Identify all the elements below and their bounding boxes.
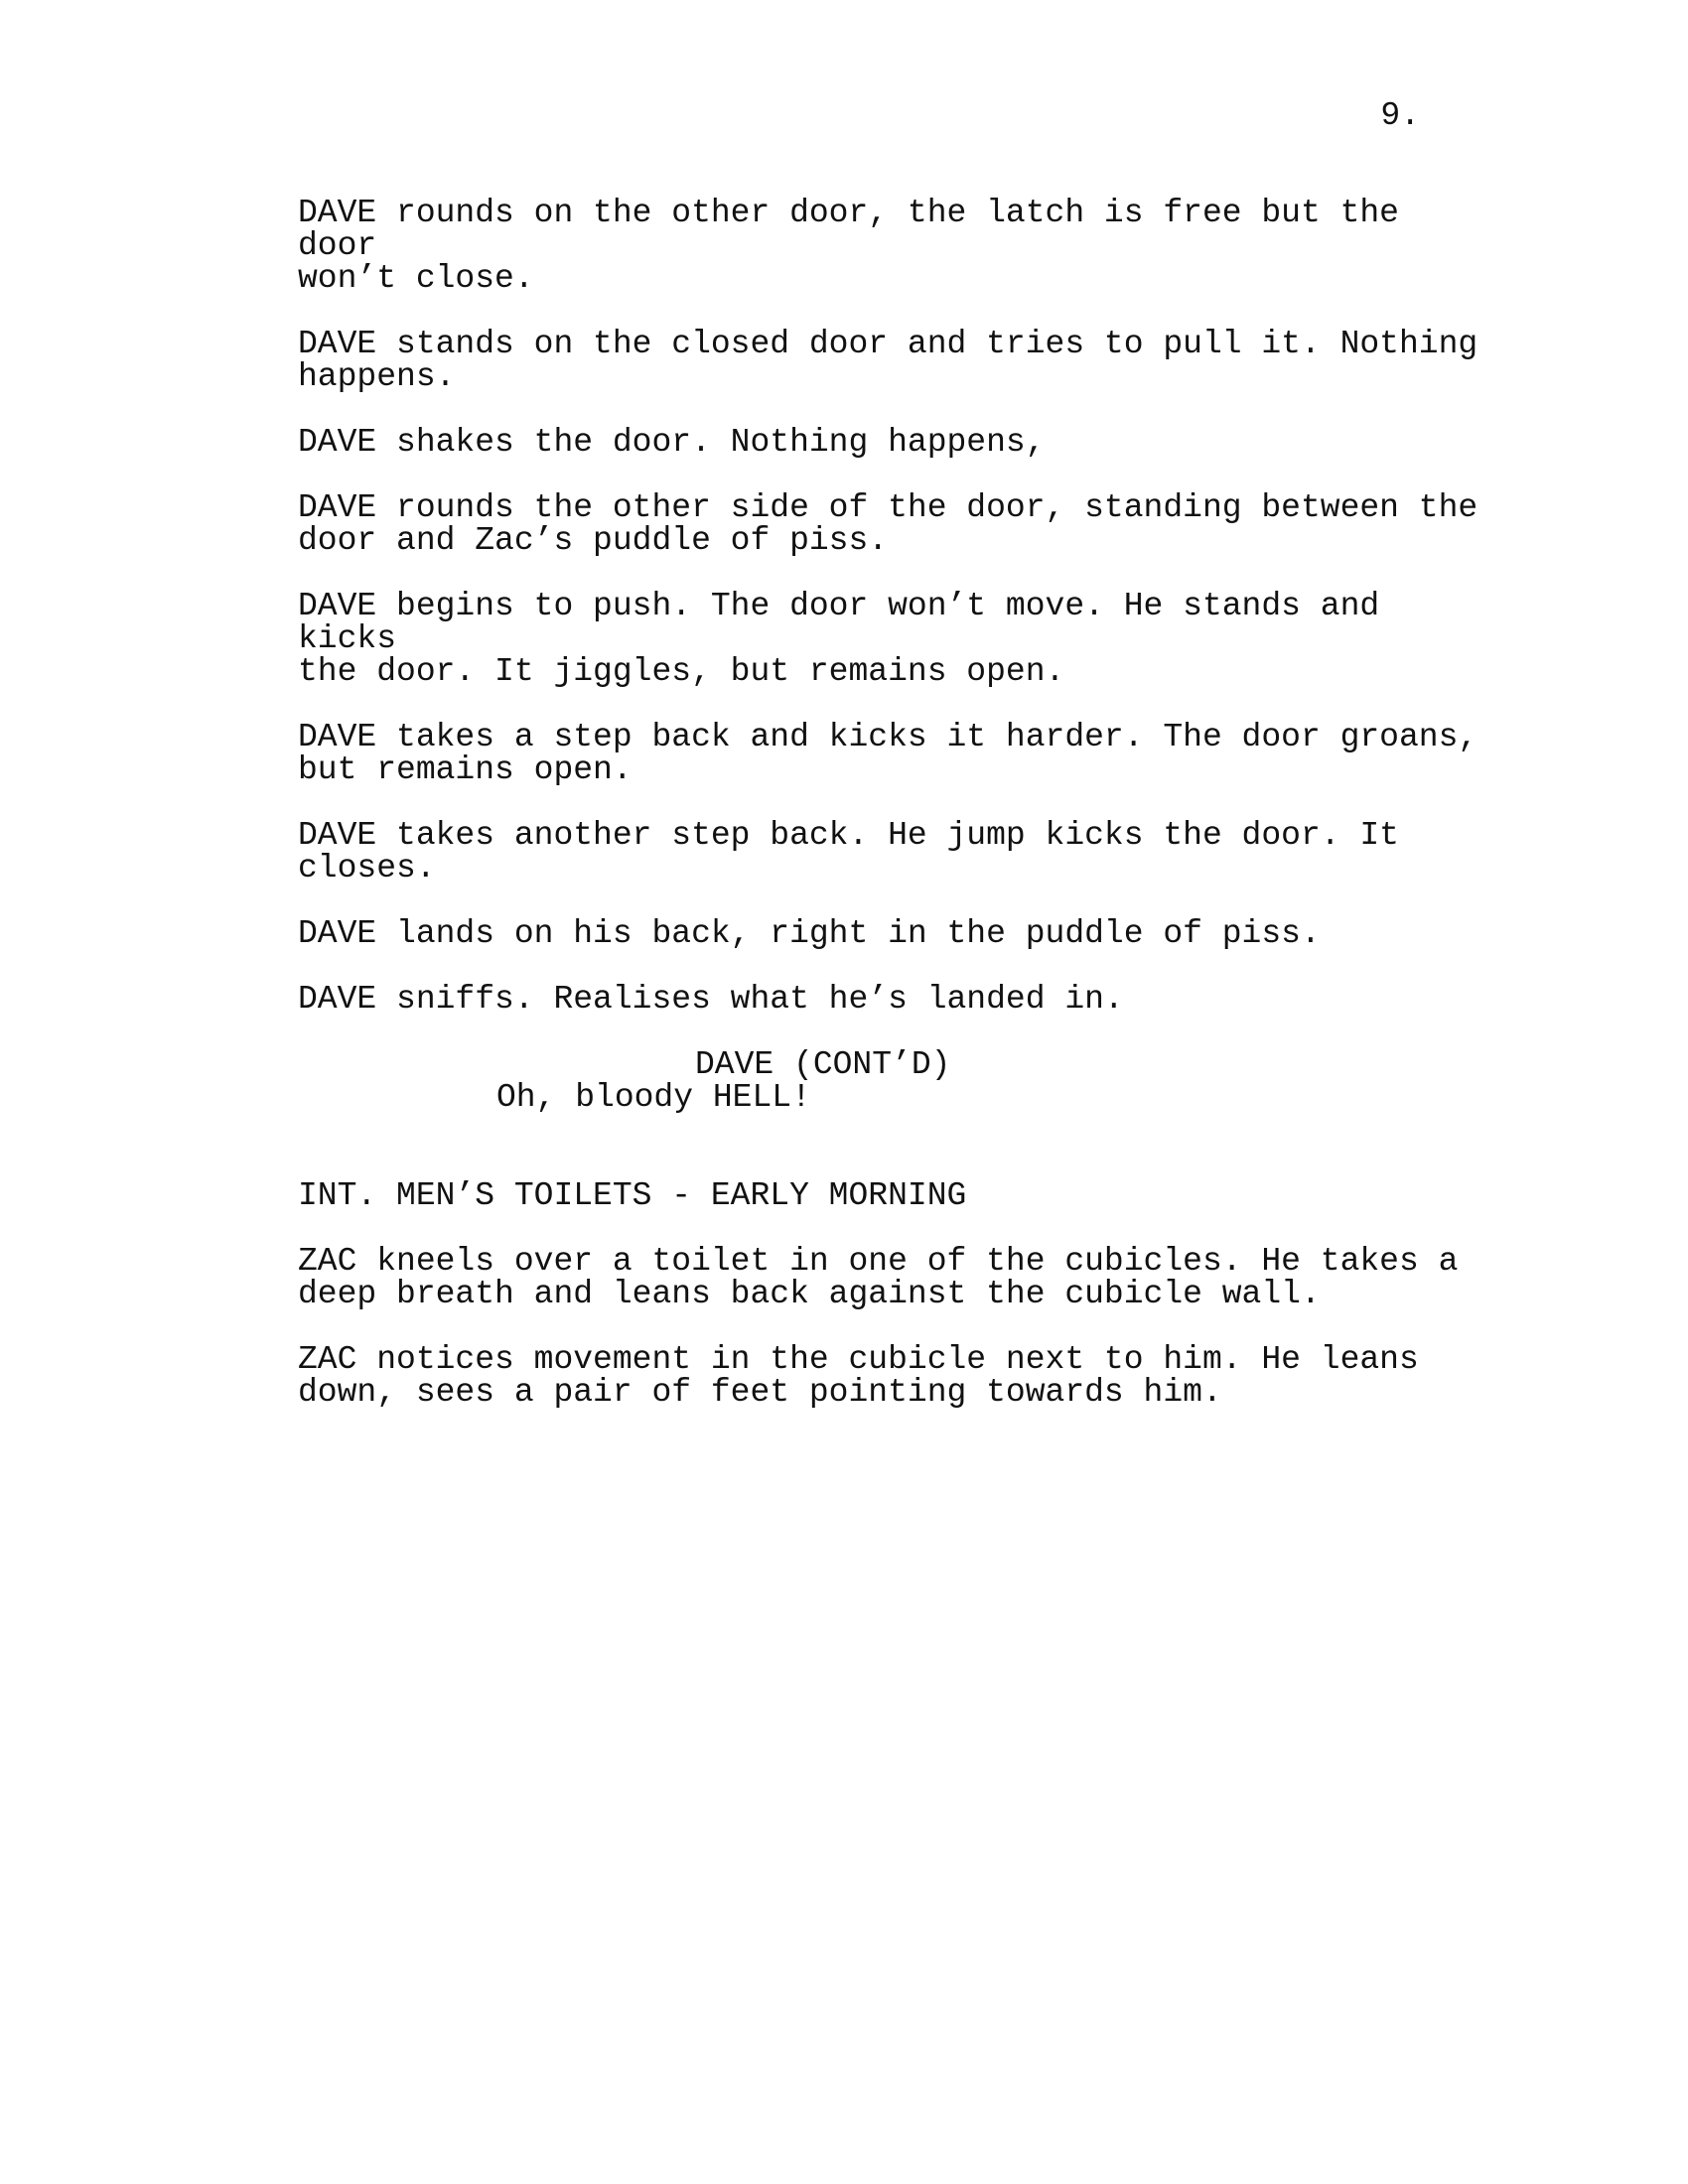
action-line: DAVE sniffs. Realises what he’s landed in.: [298, 981, 1124, 1018]
action-line: DAVE lands on his back, right in the puddle of piss.: [298, 915, 1321, 952]
page-number: 9.: [1380, 97, 1420, 134]
action-line: ZAC kneels over a toilet in one of the cubicles. He takes a deep breath and leans back against the cubicle wall.: [298, 1243, 1459, 1312]
action-line: ZAC notices movement in the cubicle next to him. He leans down, sees a pair of feet pointing towards him.: [298, 1341, 1419, 1411]
action-line: DAVE begins to push. The door won’t move. He stands and kicks the door. It jiggles, but remains open.: [298, 588, 1380, 690]
scene-heading: INT. MEN’S TOILETS - EARLY MORNING: [298, 1177, 967, 1214]
action-line: DAVE takes a step back and kicks it harder. The door groans, but remains open.: [298, 719, 1478, 788]
action-line: DAVE shakes the door. Nothing happens,: [298, 424, 1046, 461]
action-line: DAVE takes another step back. He jump kicks the door. It closes.: [298, 817, 1399, 887]
character-name: DAVE (CONT’D): [695, 1046, 951, 1083]
dialogue-block: [298, 1048, 1489, 1114]
screenplay-body: [298, 197, 1489, 1441]
action-line: DAVE rounds the other side of the door, standing between the door and Zac’s puddle of piss.: [298, 489, 1478, 559]
action-line: DAVE rounds on the other door, the latch is free but the door won’t close.: [298, 195, 1399, 297]
dialogue-line: Oh, bloody HELL!: [496, 1079, 811, 1116]
action-line: DAVE stands on the closed door and tries to pull it. Nothing happens.: [298, 326, 1478, 395]
